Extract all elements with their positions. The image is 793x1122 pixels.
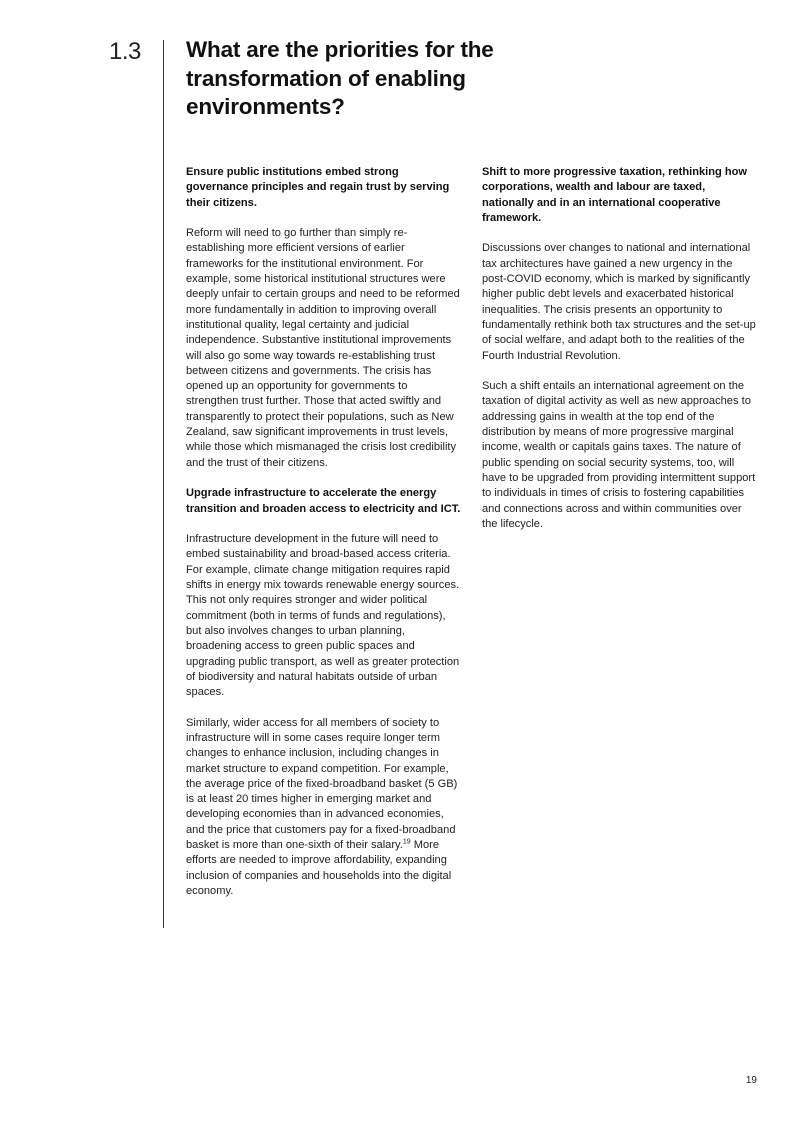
- paragraph-infrastructure: Infrastructure development in the future will need to embed sustainability and broad-based access criteria. For example, climate change mitigation requires rapid shifts in energy mix towards renewable energy sources. This not only requires stronger and wider political commitment (both in terms of funds and regulations), but also involves changes to urban planning, broadening access to green public spaces and upgrading public transport, as well as greater protection of biodiversity and natural habitats outside of urban spaces.: [186, 533, 460, 699]
- right-column: [482, 165, 758, 547]
- paragraph-tax-discussions: Discussions over changes to national and international tax architectures have gained a new urgency in the post-COVID economy, which is marked by significantly higher public debt levels and exacerbated historical inequalities. The crisis presents an opportunity to fundamentally rethink both tax structures and the set-up of social welfare, and adapt both to the realities of the Fourth Industrial Revolution.: [482, 242, 756, 362]
- subheading-taxation: Shift to more progressive taxation, rethinking how corporations, wealth and labour are taxed, nationally and in an international cooperative framework.: [482, 166, 748, 224]
- vertical-divider: [163, 40, 164, 928]
- page-title: What are the priorities for the transformation of enabling environments?: [186, 37, 494, 119]
- paragraph-access: [186, 716, 462, 900]
- left-column: [186, 165, 462, 915]
- paragraph-tax-shift: Such a shift entails an international agreement on the taxation of digital activity as well as new approaches to addressing gains in wealth at the top end of the distribution by means of more progressive marginal income, wealth or capitals gains taxes. The nature of public spending on social security systems, too, will have to be upgraded from providing intermittent support to individuals in times of crisis to fostering capabilities and connections across and within communities over the lifecycle.: [482, 380, 756, 530]
- paragraph-access-text-end: More efforts are needed to improve affordability, expanding inclusion of companies and households into the digital economy.: [186, 839, 452, 897]
- subheading-infrastructure: Upgrade infrastructure to accelerate the energy transition and broaden access to electricity and ICT.: [186, 487, 461, 515]
- paragraph-governance: Reform will need to go further than simply re-establishing more efficient versions of earlier frameworks for the institutional environment. For example, some historical institutional structures were deeply unfair to certain groups and need to be reformed more fundamentally in addition to improving overall institutional quality, legal certainty and judicial independence. Substantive institutional improvements will also go some way towards re-establishing trust between citizens and governments. The crisis has opened up an opportunity for governments to strengthen trust further. Those that acted swiftly and transparently to protect their populations, such as New Zealand, saw significant improvements in trust levels, while those which mismanaged the crisis lost credibility and the trust of their citizens.: [186, 227, 460, 469]
- section-number: 1.3: [109, 38, 141, 65]
- footnote-ref[interactable]: 19: [402, 838, 411, 846]
- subheading-governance: Ensure public institutions embed strong governance principles and regain trust by serving their citizens.: [186, 166, 450, 209]
- paragraph-access-text: Similarly, wider access for all members of society to infrastructure will in some cases require longer term changes to enhance inclusion, including changes in market structure to expand competition. For example, the average price of the fixed-broadband basket (5 GB) is at least 20 times higher in emerging market and developing economies than in advanced economies, and the price that customers pay for a fixed-broadband basket is more than one-sixth of their salary.: [186, 716, 458, 852]
- page-number: 19: [745, 1075, 757, 1086]
